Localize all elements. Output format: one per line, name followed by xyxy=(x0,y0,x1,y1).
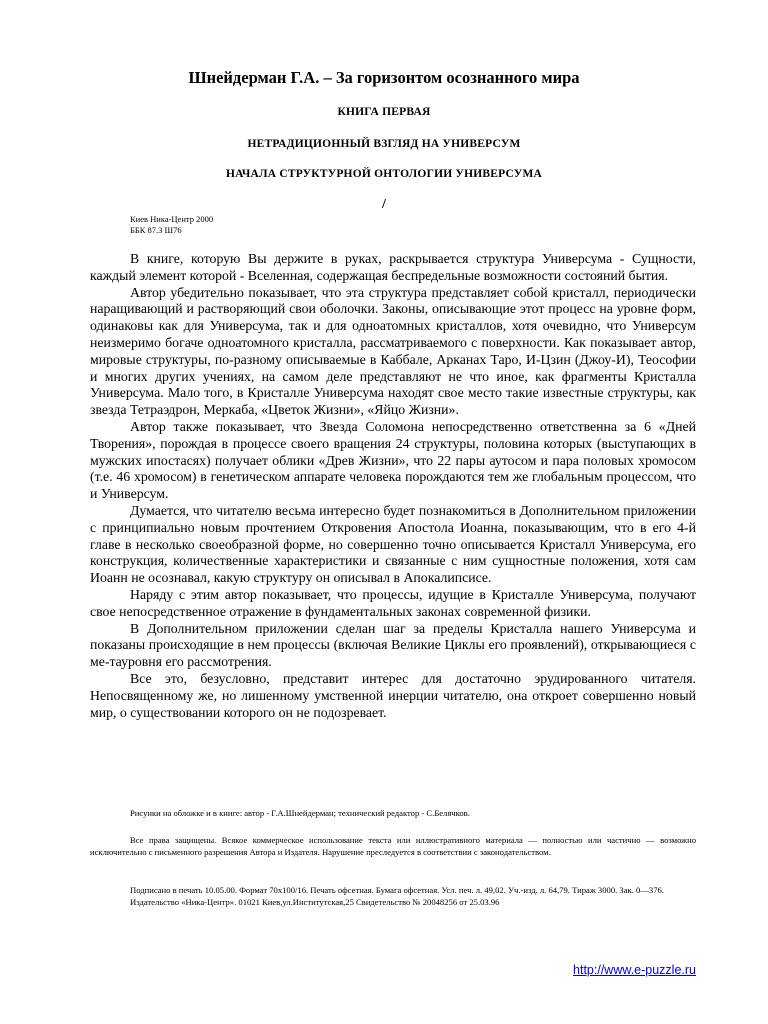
illustrations-note xyxy=(90,808,696,820)
note-text: Издательство «Ника-Центр». 01021 Киев,ул.Институтская,25 Свидетельство № 20048256 от 25.03.96 xyxy=(130,896,500,907)
document-title: Шнейдерман Г.А. – За горизонтом осознанного мира xyxy=(188,68,580,87)
note-text: Все права защищены. Всякое коммерческое использование текста или иллюстративного материала — полностью или частично — возможно исключительно с письменного разрешения Автора и Издателя. Нарушение преследуется в соответствии с законодательством. xyxy=(90,835,696,857)
website-link[interactable]: http://www.e-puzzle.ru xyxy=(573,963,696,977)
publication-info-line: Киев Ника-Центр 2000 xyxy=(130,214,214,224)
paragraph: Все это, безусловно, представит интерес для достаточно эрудированного читателя. Непосвященному же, но лишенному умственной инерции читателю, она откроет совершенно новый мир, о существовании которого он не подозревает. xyxy=(90,670,696,720)
rights-note xyxy=(90,835,696,858)
body-text xyxy=(90,251,696,721)
section-heading-1: НЕТРАДИЦИОННЫЙ ВЗГЛЯД НА УНИВЕРСУМ xyxy=(247,138,521,150)
paragraph: Наряду с этим автор показывает, что процессы, идущие в Кристалле Универсума, получают свое непосредственное отражение в фундаментальных законах современной физики. xyxy=(90,586,696,619)
section-heading-2: НАЧАЛА СТРУКТУРНОЙ ОНТОЛОГИИ УНИВЕРСУМА xyxy=(225,168,543,180)
publication-info-line: ББК 87.3 Ш76 xyxy=(130,225,182,235)
slash-mark: / xyxy=(382,197,386,212)
paragraph: Автор также показывает, что Звезда Соломона непосредственно ответственна за 6 «Дней Творения», порождая в процессе своего вращения 24 структуры, половина которых (выступающих в мужских ипостасях) получает облики «Древ Жизни», что 22 пары аутосом и пара половых хромосом (т.е. 46 хромосом) в генетическом аппарате человека порождаются тем же глобальным процессом, что и Универсум. xyxy=(90,418,696,502)
paragraph: Думается, что читателю весьма интересно будет познакомиться в Дополнительном приложении с принципиально новым прочтением Откровения Апостола Иоанна, показывающим, что в его 4-й главе в несколько своеобразной форме, но совершенно точно описывается Кристалл Универсума, его конструкция, количественные характеристики и связанные с ним сущностные положения, хотя сам Иоанн не осознавал, какую структуру он описывал в Апокалипсисе. xyxy=(90,502,696,586)
paragraph: В Дополнительном приложении сделан шаг за пределы Кристалла нашего Универсума и показаны происходящие в нем процессы (включая Великие Циклы его проявлений), открывающиеся с ме-тауровня его рассмотрения. xyxy=(90,620,696,670)
note-text: Рисунки на обложке и в книге: автор - Г.А.Шнейдерман; технический редактор - С.Белячков. xyxy=(130,808,470,818)
paragraph: В книге, которую Вы держите в руках, раскрывается структура Универсума - Сущности, каждый элемент которой - Вселенная, содержащая беспредельные возможности состояний бытия. xyxy=(90,251,696,283)
note-text: Подписано в печать 10.05.00. Формат 70х100/16. Печать офсетная. Бумага офсетная. Усл. печ. л. 49,02. Уч.-изд. л. 64,79. Тираж 3000. Зак. 0—376. xyxy=(130,885,664,895)
print-info xyxy=(90,885,696,908)
publication-info xyxy=(130,214,213,236)
paragraph: Автор убедительно показывает, что эта структура представляет собой кристалл, периодически наращивающий и растворяющий свои оболочки. Законы, описывающие этот процесс на уровне форм, одинаковы как для Универсума, так и для одноатомных кристаллов, хотя очевидно, что Универсум неизмеримо богаче одноатомного кристалла, рассматриваемого с поверхности. Как показывает автор, мировые структуры, по-разному описываемые в Каббале, Арканах Таро, И-Цзин (Джоу-И), Теософии и многих других учениях, на самом деле представляют не что иное, как фрагменты Кристалла Универсума. Мало того, в Кристалле Универсума находят свое место такие известные структуры, как звезда Тетраэдрон, Меркаба, «Цветок Жизни», «Яйцо Жизни». xyxy=(90,284,696,418)
book-heading: КНИГА ПЕРВАЯ xyxy=(337,106,431,118)
